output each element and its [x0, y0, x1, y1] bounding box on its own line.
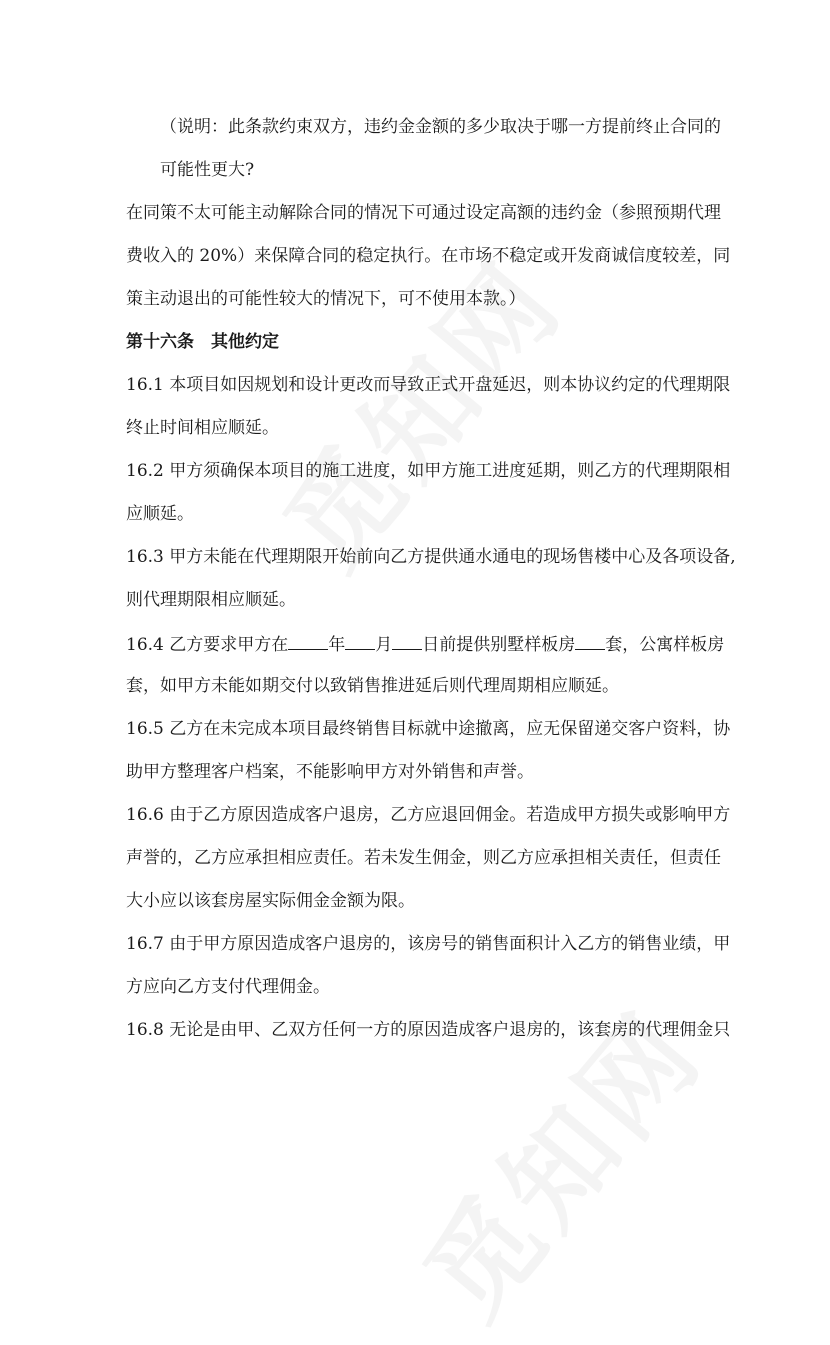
clause-16-8-line: 16.8 无论是由甲、乙双方任何一方的原因造成客户退房的，该套房的代理佣金只 [126, 1020, 731, 1040]
clause-16-3-line: 16.3 甲方未能在代理期限开始前向乙方提供通水通电的现场售楼中心及各项设备, [126, 547, 736, 567]
paragraph-line: 费收入的 20%）来保障合同的稳定执行。在市场不稳定或开发商诚信度较差，同 [126, 246, 731, 266]
clause-16-2-line: 16.2 甲方须确保本项目的施工进度，如甲方施工进度延期，则乙方的代理期限相 [126, 461, 731, 481]
clause-text: 16.4 乙方要求甲方在 [126, 635, 289, 655]
clause-16-2-line: 应顺延。 [126, 504, 194, 524]
clause-text: 年 [328, 635, 346, 655]
year-blank [288, 631, 328, 650]
note-line-1: （说明：此条款约束双方，违约金金额的多少取决于哪一方提前终止合同的 [160, 117, 721, 137]
watermark [243, 223, 592, 596]
clause-16-6-line: 16.6 由于乙方原因造成客户退房，乙方应退回佣金。若造成甲方损失或影响甲方 [126, 805, 731, 825]
villa-count-blank [575, 631, 605, 650]
clause-16-6-line: 大小应以该套房屋实际佣金金额为限。 [126, 891, 415, 911]
clause-16-1-line: 终止时间相应顺延。 [126, 418, 279, 438]
clause-16-7-line: 方应向乙方支付代理佣金。 [126, 977, 330, 997]
clause-16-1-line: 16.1 本项目如因规划和设计更改而导致正式开盘延迟，则本协议约定的代理期限 [126, 375, 731, 395]
clause-text: 日前提供别墅样板房 [422, 635, 576, 655]
day-blank [392, 631, 422, 650]
clause-16-4-line: 套，如甲方未能如期交付以致销售推进延后则代理周期相应顺延。 [126, 676, 619, 696]
clause-16-3-line: 则代理期限相应顺延。 [126, 590, 296, 610]
paragraph-line: 在同策不太可能主动解除合同的情况下可通过设定高额的违约金（参照预期代理 [126, 203, 721, 223]
clause-16-5-line: 助甲方整理客户档案，不能影响甲方对外销售和声誉。 [126, 762, 534, 782]
month-blank [345, 631, 375, 650]
section-heading: 第十六条 其他约定 [126, 332, 279, 352]
paragraph-line: 策主动退出的可能性较大的情况下，可不使用本款。） [126, 289, 526, 309]
clause-16-4-line [126, 631, 726, 657]
clause-16-5-line: 16.5 乙方在未完成本项目最终销售目标就中途撤离，应无保留递交客户资料，协 [126, 719, 731, 739]
clause-16-6-line: 声誉的，乙方应承担相应责任。若未发生佣金，则乙方应承担相关责任，但责任 [126, 848, 721, 868]
clause-text: 套，公寓样板房 [605, 635, 725, 655]
note-line-2: 可能性更大? [160, 160, 255, 180]
clause-text: 月 [375, 635, 393, 655]
clause-16-7-line: 16.7 由于甲方原因造成客户退房的，该房号的销售面积计入乙方的销售业绩，甲 [126, 934, 731, 954]
